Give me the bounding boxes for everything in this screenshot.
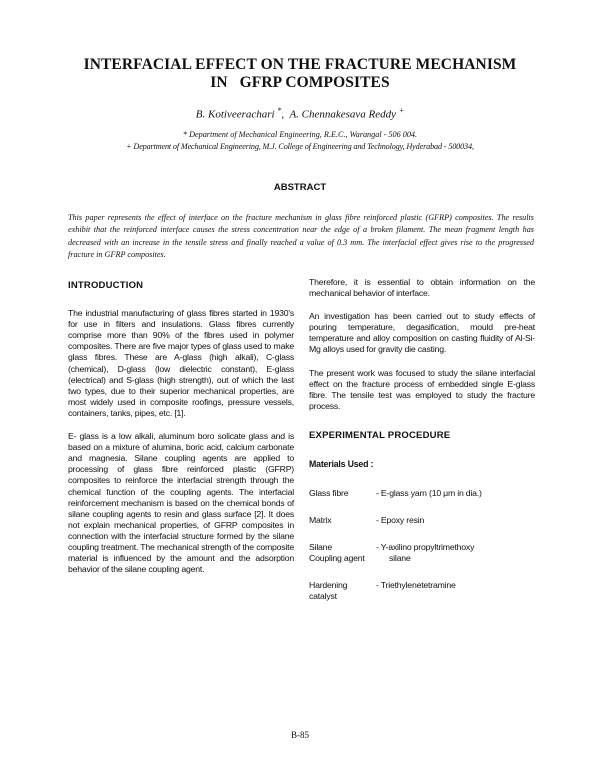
title-line-1: INTERFACIAL EFFECT ON THE FRACTURE MECHANISM [83,56,517,73]
material-value: - Triethylenetetramine [376,580,456,591]
material-row-continued [309,591,535,602]
author-1-mark: * [277,106,282,115]
affiliation-1: * Department of Mechanical Engineering, R.E.C., Warangal - 506 004. [182,130,418,139]
intro-paragraph-1: The industrial manufacturing of glass fibres started in 1930's for use in filters and insulations. Glass fibres currently comprise more than 90% of the fibres used in polymer composites. There are five major types of glass used to make glass fibres. These are A-glass (high alkali), C-glass (chemical), D-glass (low dielectric constant), E-glass (electrical) and S-glass (high strength), out of which the last two types, due to their superior mechanical properties, are most widely used in composite roofings, pressure vessels, containers, tanks, pipes, etc. [1]. [68,308,294,418]
material-label-continued: catalyst [309,591,337,602]
materials-list [309,488,535,602]
material-row [309,488,535,499]
author-list: B. Kotiveerachari *, A. Chennakesava Reddy + [195,106,405,121]
material-value: - Epoxy resin [376,515,425,526]
material-row [309,580,535,591]
intro-paragraph-5: The present work was focused to study the silane interfacial effect on the fracture process of embedded single E-glass fibre. The tensile test was employed to study the fracture process. [309,367,535,411]
material-value-continued: silane [389,553,411,564]
intro-paragraph-4: An investigation has been carried out to study effects of pouring temperature, degasification, mould pre-heat temperature and alloy composition on casting fluidity of Al-Si-Mg alloys used for gravity die casting. [309,311,535,355]
material-row-continued [309,553,535,564]
material-value: - Y-axilino propyltrimethoxy [376,542,475,553]
introduction-heading: INTRODUCTION [68,280,144,291]
author-2: A. Chennakesava Reddy [289,108,397,121]
abstract-text: This paper represents the effect of interface on the fracture mechanism in glass fibre reinforced plastic (GFRP) composites. The results exhibit that the reinforced interface causes the stress concentration near the edge of a broken filament. The mean fragment length has decreased with an increase in the tensile stress and finally reached a value of 0.3 mm. The interfacial effect gives rise to the progressed fracture in GFRP composites. [68,213,534,260]
affiliation-2: + Department of Mechanical Engineering, M.J. College of Engineering and Technology, Hyderabad - 500034, [126,142,474,151]
author-2-mark: + [398,106,405,115]
abstract-heading: ABSTRACT [273,182,327,193]
right-column [309,277,535,602]
material-label: Silane [309,542,332,553]
material-row [309,515,535,526]
material-value: - E-glass yarn (10 μm in dia.) [376,488,482,499]
material-label: Hardening [309,580,348,591]
title-line-2: IN GFRP COMPOSITES [210,74,390,91]
page-number: B-85 [291,730,309,740]
materials-heading: Materials Used : [309,459,374,470]
paper-title [40,56,560,92]
material-row [309,542,535,553]
left-column [68,280,294,575]
author-1: B. Kotiveerachari [195,108,275,121]
intro-paragraph-3: Therefore, it is essential to obtain information on the mechanical behavior of interface. [309,277,535,299]
intro-paragraph-2: E- glass is a low alkali, aluminum boro solicate glass and is based on a mixture of alumina, boric acid, calcium carbonate and magnesia. Silane coupling agents are applied to processing of glass fibre reinforced plastic (GFRP) composites to reinforce the interfacial strength through the chemical function of the coupling agents. The interfacial reinforcement mechanism is based on the chemical bonds of silane coupling agents to resin and glass surface [2]. It does not explain mechanical properties, of GFRP composites in connection with the interfacial structure formed by the silane coupling treatment. The mechanical strength of the composite material is influenced by the amount and the adsorption behavior of the silane coupling agent. [68,431,294,575]
material-label-continued: Coupling agent [309,553,365,564]
experimental-heading: EXPERIMENTAL PROCEDURE [309,429,451,441]
material-label: Matrix [309,515,332,526]
material-label: Glass fibre [309,488,349,499]
